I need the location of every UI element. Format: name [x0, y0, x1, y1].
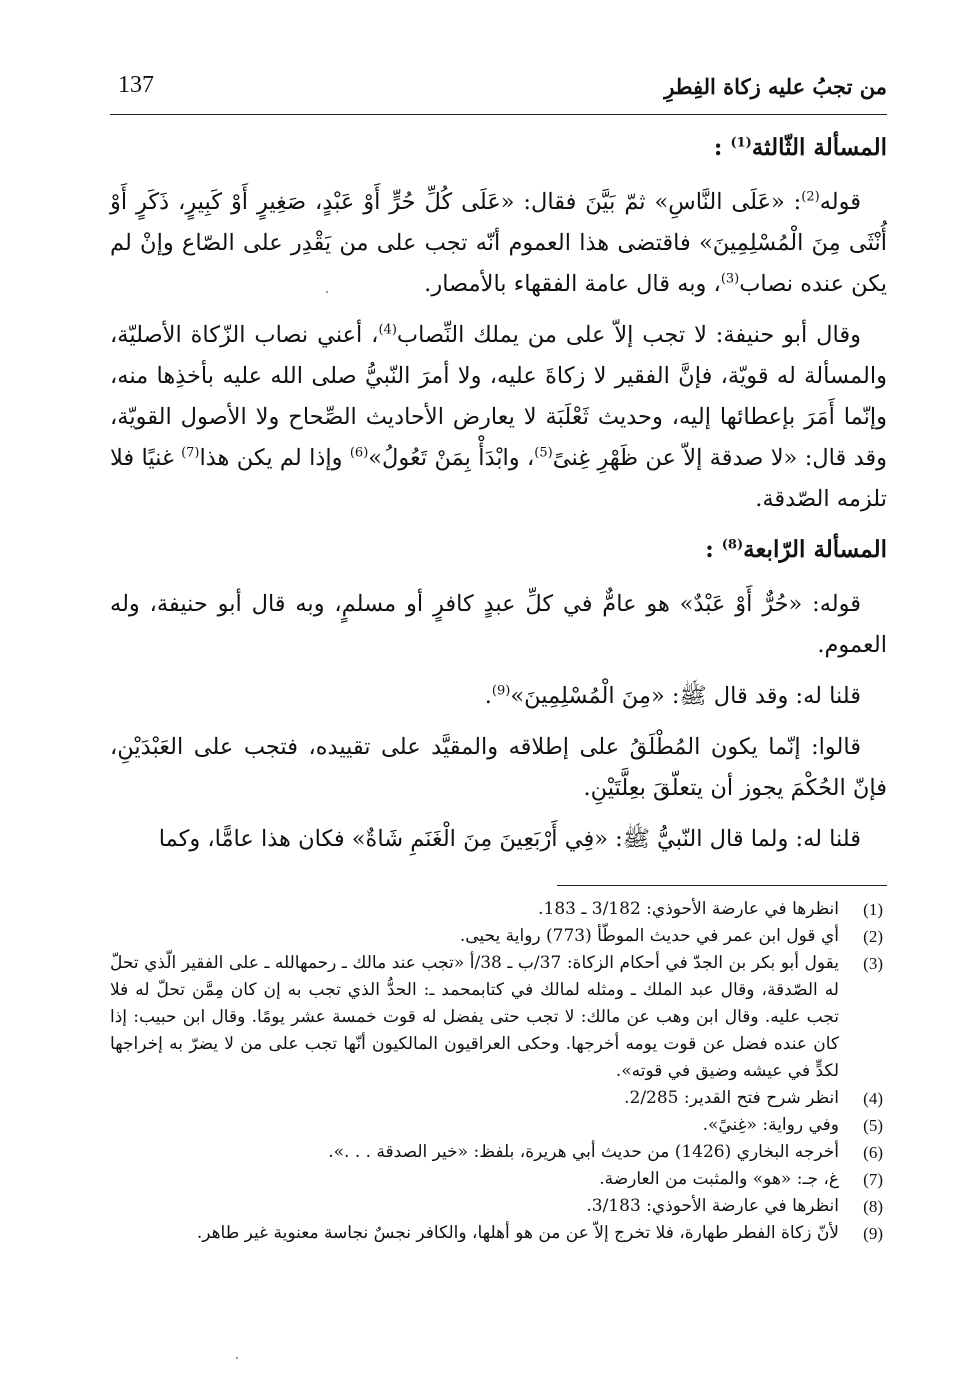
text-run: : «عَلَى النَّاسِ» ثمّ بَيَّنَ فقال: «عَلَى كُلِّ حُرٍّ أَوْ عَبْدٍ، صَغِيرٍ أَوْ كَبِيرٍ، ذَكَرٍ أَوْ أُنْثَى مِنَ الْمُسْلِمِينَ» فاقتضى هذا العموم أنّه تجب على من يَقْدِر على الصّاع وإنْ لم يكن عنده نصاب [110, 189, 887, 297]
footnote-text: انظرها في عارضة الأحوذي: 3/183. [586, 1196, 839, 1216]
paragraph [110, 315, 887, 520]
footnote-text: أي قول ابن عمر في حديث الموطّأ (773) رواية يحيى. [459, 926, 839, 946]
footnote [110, 1193, 887, 1220]
paragraph: قوله: «حُرٌّ أَوْ عَبْدٌ» هو عامٌّ في كلِّ عبدٍ كافرٍ أو مسلمٍ، وبه قال أبو حنيفة، وله العموم. [110, 591, 887, 658]
scan-speck [326, 291, 328, 293]
footnote-text: غ، جـ: «هو» والمثبت من العارضة. [599, 1169, 839, 1189]
footnote-number: (2) [863, 927, 883, 946]
footnote-text: أخرجه البخاري (1426) من حديث أبي هريرة، بلفظ: «خير الصدقة . . .». [328, 1142, 839, 1162]
footnote-ref[interactable]: (9) [491, 683, 511, 699]
heading-colon: : [713, 134, 723, 161]
footnote-number: (8) [863, 1197, 883, 1216]
footnote-text: وفي رواية: «غِنيً». [702, 1115, 839, 1135]
scan-speck [236, 1357, 238, 1359]
footnote-ref[interactable]: (7) [181, 445, 200, 461]
footnote-ref[interactable]: (3) [720, 271, 740, 287]
footnote [110, 896, 887, 923]
footnote-text: انظرها في عارضة الأحوذي: 3/182 ـ 183. [538, 899, 839, 919]
footnote-ref[interactable]: (1) [730, 135, 752, 151]
footnote [110, 1220, 887, 1247]
section-heading-3 [110, 128, 887, 168]
footnote-ref[interactable]: (4) [378, 322, 397, 338]
text-run: قوله [819, 189, 861, 215]
section-heading-4 [110, 530, 887, 570]
footnote-number: (3) [863, 954, 883, 973]
heading-colon: : [705, 536, 714, 563]
heading-text: المسألة الرّابعة [743, 536, 887, 563]
footnote-ref[interactable]: (5) [534, 445, 553, 461]
text-run: وإذا لم يكن هذا [199, 445, 350, 471]
footnote-ref[interactable]: (2) [801, 189, 820, 205]
footnote-separator [557, 885, 887, 886]
running-title: من تجبُ عليه زكاة الفِطرِ [664, 74, 887, 99]
footnote [110, 1112, 887, 1139]
footnotes-list [110, 896, 887, 1247]
footnote-number: (7) [863, 1170, 883, 1189]
paragraph: قالوا: إنّما يكون المُطْلَقُ على إطلاقه والمقيَّد على تقييده، فتجب على العَبْدَيْنِ، فإنّ الحُكْمَ يجوز أن يتعلّقَ بعِلَّتَيْنِ. [110, 734, 887, 801]
footnote-ref[interactable]: (8) [721, 537, 744, 553]
page-header [110, 70, 887, 115]
footnote [110, 923, 887, 950]
footnote-number: (9) [863, 1224, 883, 1243]
footnote-number: (5) [863, 1116, 883, 1135]
footnote-number: (6) [863, 1143, 883, 1162]
paragraph [110, 182, 887, 305]
text-run: وقال أبو حنيفة: لا تجب إلاّ على من يملك النِّصاب [396, 322, 862, 348]
footnote-number: (1) [863, 900, 883, 919]
footnote-number: (4) [863, 1089, 883, 1108]
footnote [110, 1085, 887, 1112]
text-run: ، وابْدَأْ بِمَنْ تَعُولُ» [368, 445, 535, 471]
text-run: ، وبه قال عامة الفقهاء بالأمصار. [424, 271, 721, 297]
footnote [110, 1139, 887, 1166]
heading-text: المسألة الثّالثة [751, 134, 887, 161]
paragraph: قلنا له: ولما قال النّبيُّ ﷺ: «فِي أَرْبَعِينَ مِنَ الْغَنَمِ شَاةٌ» فكان هذا عامًّا، وكما [158, 826, 861, 852]
footnote-text: لأنّ زكاة الفطر طهارة، فلا تخرج إلاّ عن من هو أهلها، والكافر نجسٌ نجاسة معنوية غير طاهر. [196, 1223, 839, 1243]
paragraph [110, 676, 887, 717]
main-text [110, 128, 887, 870]
footnote-text: انظر شرح فتح القدير: 2/285. [624, 1088, 839, 1108]
text-run: ، أعني نصاب الزّكاة الأصليّة، والمسألة له قويّة، فإنَّ الفقير لا زكاةَ عليه، ولا أمرَ النّبيُّ صلى الله عليه بأخذِها منه، وإنّما أَمَرَ بإعطائها إليه، وحديث ثَعْلَبَة لا يعارض الأحاديث الصِّحاح ولا الأصول القويّة، وقد قال: «لا صدقة إلاّ عن ظَهْرِ غِنىً [110, 322, 887, 471]
footnote-ref[interactable]: (6) [349, 445, 369, 461]
page-number: 137 [118, 72, 154, 98]
text-run: غنيًا فلا تلزمه الصّدقة. [110, 445, 887, 512]
text-run: . [484, 683, 492, 709]
footnote [110, 950, 887, 1085]
footnote [110, 1166, 887, 1193]
text-run: قلنا له: وقد قال ﷺ: «مِنَ الْمُسْلِمِينَ» [510, 683, 861, 709]
footnote-text: يقول أبو بكر بن الجدّ في أحكام الزكاة: 37/ب ـ 38/أ «تجب عند مالك ـ رحمهالله ـ على الفقير الّذي تحلّ له الصّدقة، وقال عبد الملك ـ ومثله لمالك في كتابمحمد ـ: الحدُّ الذي تجب به إن كان مِمَّن تحلّ له فلا تجب عليه. وقال ابن وهب عن مالك: لا تجب حتى يفضل له قوت خمسة عشر يومًا. وقال ابن حبيب: إذا كان عنده فضل عن قوت يومه أخرجها. وحكى العراقيون المالكيون أنّها تجب على من لا يضرّ به إخراجها لكدٍّ في عيشه وضيق في قوته». [110, 953, 839, 1081]
